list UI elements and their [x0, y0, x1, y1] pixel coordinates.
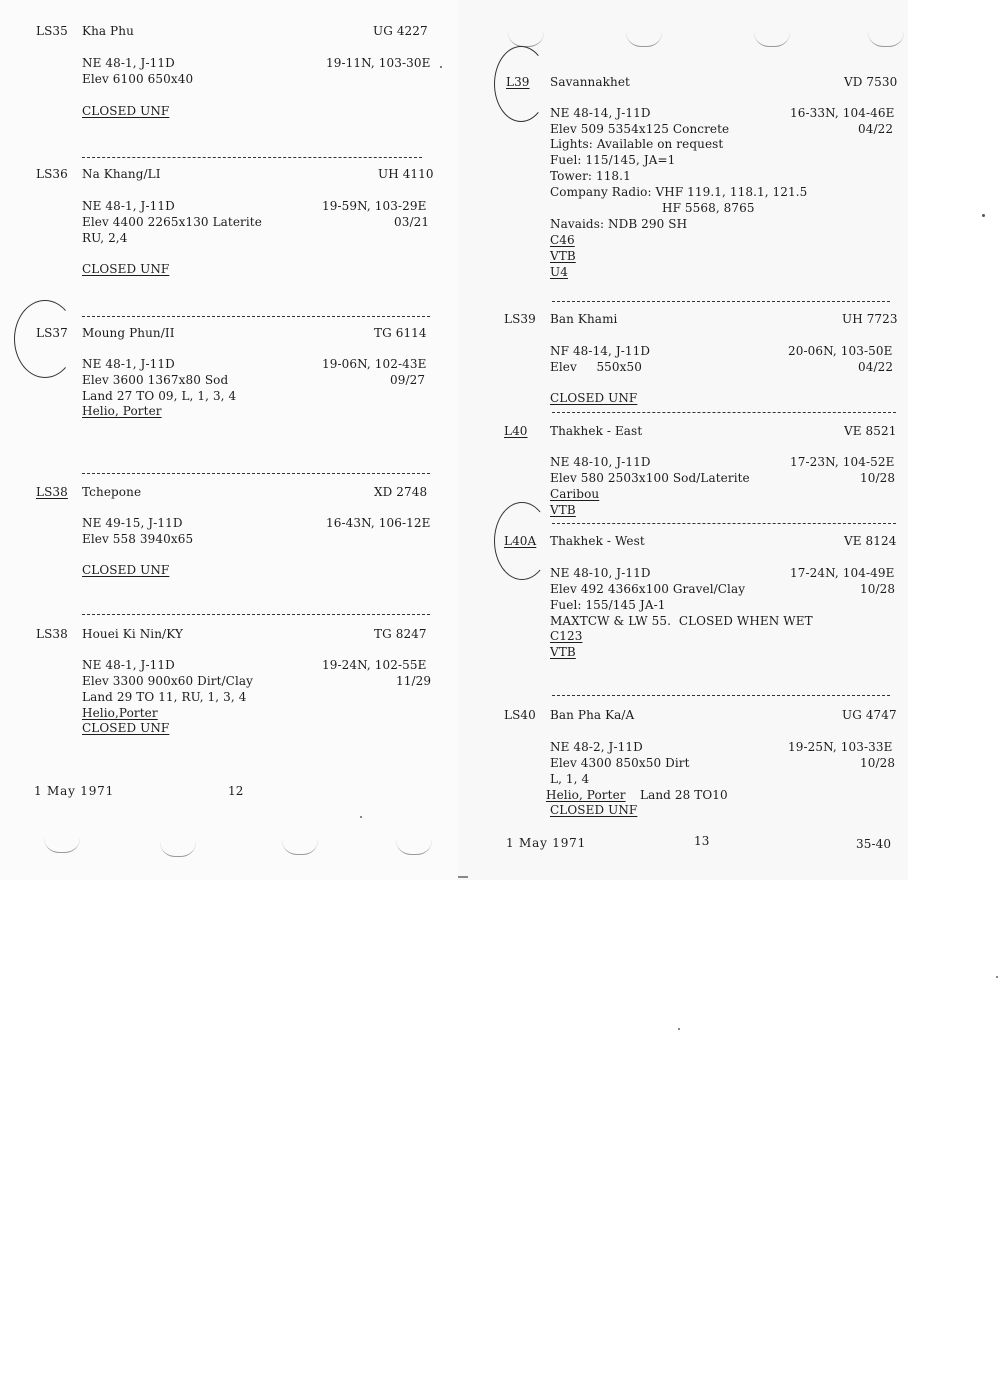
entry-navaids: Navaids: NDB 290 SH	[550, 217, 688, 231]
entry-name: Thakhek - West	[550, 534, 645, 548]
entry-runway: 10/28	[860, 471, 896, 485]
entry-status: CLOSED UNF	[82, 262, 170, 276]
entry-grid: UG 4227	[373, 24, 428, 38]
entry-line: Lights: Available on request	[550, 137, 724, 151]
entry-elev: Elev 550x50	[550, 360, 642, 374]
entry-grid: TG 8247	[374, 627, 427, 641]
entry-chart: NE 48-1, J-11D	[82, 56, 175, 70]
footer-date: 1 May 1971	[506, 836, 587, 850]
entry-id: LS38	[36, 485, 68, 499]
entry-tag: U4	[550, 265, 568, 279]
entry-elev: Elev 4300 850x50 Dirt	[550, 756, 690, 770]
punch-hole	[396, 840, 432, 855]
entry-runway: 04/22	[858, 360, 894, 374]
entry-elev: Elev 558 3940x65	[82, 532, 194, 546]
entry-tag: C123	[550, 629, 583, 643]
entry-id: L39	[506, 75, 530, 89]
entry-runway: 11/29	[396, 674, 432, 688]
entry-name: Savannakhet	[550, 75, 630, 89]
divider	[82, 614, 430, 615]
punch-hole	[868, 32, 904, 47]
entry-tag: VTB	[550, 249, 576, 263]
entry-id: LS35	[36, 24, 68, 38]
entry-coords: 19-59N, 103-29E	[322, 199, 427, 213]
entry-tag: C46	[550, 233, 575, 247]
entry-grid: VE 8521	[844, 424, 897, 438]
entry-line: L, 1, 4	[550, 772, 590, 786]
entry-coords: 16-33N, 104-46E	[790, 106, 895, 120]
entry-runway: 10/28	[860, 582, 896, 596]
entry-name: Ban Khami	[550, 312, 618, 326]
entry-coords: 19-25N, 103-33E	[788, 740, 893, 754]
footer-date: 1 May 1971	[34, 784, 115, 798]
entry-status-2: CLOSED UNF	[82, 721, 170, 735]
entry-id: L40A	[504, 534, 537, 548]
entry-chart: NE 48-1, J-11D	[82, 658, 175, 672]
entry-chart: NE 48-10, J-11D	[550, 455, 651, 469]
entry-line: Company Radio: VHF 119.1, 118.1, 121.5	[550, 185, 808, 199]
entry-elev: Elev 492 4366x100 Gravel/Clay	[550, 582, 746, 596]
entry-tag: VTB	[550, 503, 576, 517]
entry-land: Land 28 TO10	[640, 788, 728, 802]
entry-id: LS40	[504, 708, 536, 722]
entry-elev: Elev 3600 1367x80 Sod	[82, 373, 229, 387]
left-page	[0, 0, 462, 880]
entry-line: MAXTCW & LW 55. CLOSED WHEN WET	[550, 614, 813, 628]
page-number: 13	[694, 834, 710, 848]
entry-line: Fuel: 115/145, JA=1	[550, 153, 676, 167]
speck	[440, 66, 442, 68]
entry-coords: 20-06N, 103-50E	[788, 344, 893, 358]
entry-name: Ban Pha Ka/A	[550, 708, 635, 722]
entry-id: L40	[504, 424, 528, 438]
entry-grid: UH 7723	[842, 312, 898, 326]
entry-name: Moung Phun/II	[82, 326, 175, 340]
entry-runway: 10/28	[860, 756, 896, 770]
entry-status: CLOSED UNF	[82, 104, 170, 118]
entry-coords: 17-24N, 104-49E	[790, 566, 895, 580]
entry-extra: RU, 2,4	[82, 231, 128, 245]
entry-helio: Helio, Porter	[546, 788, 626, 802]
punch-hole	[754, 32, 790, 47]
entry-extra: Land 29 TO 11, RU, 1, 3, 4	[82, 690, 247, 704]
punch-hole	[508, 32, 544, 47]
entry-elev: Elev 509 5354x125 Concrete	[550, 122, 730, 136]
punch-hole	[282, 840, 318, 855]
speck	[458, 876, 468, 878]
divider	[552, 301, 890, 302]
entry-coords: 19-11N, 103-30E	[326, 56, 431, 70]
punch-hole	[44, 838, 80, 853]
entry-chart: NF 48-14, J-11D	[550, 344, 651, 358]
entry-status: CLOSED UNF	[550, 803, 638, 817]
speck	[360, 816, 362, 818]
entry-hf: HF 5568, 8765	[662, 201, 755, 215]
entry-coords: 19-06N, 102-43E	[322, 357, 427, 371]
entry-line: Tower: 118.1	[550, 169, 631, 183]
entry-elev: Elev 6100 650x40	[82, 72, 194, 86]
entry-grid: VE 8124	[844, 534, 897, 548]
entry-name: Thakhek - East	[550, 424, 643, 438]
entry-chart: NE 48-14, J-11D	[550, 106, 651, 120]
entry-chart: NE 49-15, J-11D	[82, 516, 183, 530]
divider	[82, 473, 430, 474]
entry-grid: XD 2748	[374, 485, 428, 499]
entry-id: LS39	[504, 312, 536, 326]
entry-name: Houei Ki Nin/KY	[82, 627, 183, 641]
entry-chart: NE 48-10, J-11D	[550, 566, 651, 580]
divider	[82, 157, 422, 158]
entry-name: Tchepone	[82, 485, 142, 499]
speck	[678, 1028, 680, 1030]
entry-id: LS37	[36, 326, 68, 340]
entry-tag: VTB	[550, 645, 576, 659]
punch-hole	[160, 842, 196, 857]
entry-grid: UG 4747	[842, 708, 897, 722]
entry-elev: Elev 4400 2265x130 Laterite	[82, 215, 262, 229]
entry-elev: Elev 3300 900x60 Dirt/Clay	[82, 674, 254, 688]
entry-runway: 09/27	[390, 373, 426, 387]
entry-line: Fuel: 155/145 JA-1	[550, 598, 666, 612]
entry-coords: 17-23N, 104-52E	[790, 455, 895, 469]
entry-id: LS36	[36, 167, 68, 181]
entry-chart: NE 48-1, J-11D	[82, 357, 175, 371]
entry-id: LS38	[36, 627, 68, 641]
divider	[552, 523, 896, 524]
page-range: 35-40	[856, 837, 892, 851]
entry-status: CLOSED UNF	[82, 563, 170, 577]
divider	[552, 412, 896, 413]
entry-status: CLOSED UNF	[550, 391, 638, 405]
speck	[982, 214, 985, 217]
speck	[996, 976, 998, 978]
entry-grid: VD 7530	[844, 75, 898, 89]
page-number: 12	[228, 784, 244, 798]
entry-chart: NE 48-2, J-11D	[550, 740, 643, 754]
punch-hole	[626, 32, 662, 47]
entry-chart: NE 48-1, J-11D	[82, 199, 175, 213]
entry-grid: TG 6114	[374, 326, 427, 340]
entry-status: Helio, Porter	[82, 404, 162, 418]
entry-runway: 03/21	[394, 215, 430, 229]
entry-elev: Elev 580 2503x100 Sod/Laterite	[550, 471, 750, 485]
entry-name: Kha Phu	[82, 24, 134, 38]
entry-tag: Caribou	[550, 487, 600, 501]
entry-grid: UH 4110	[378, 167, 434, 181]
entry-status: Helio,Porter	[82, 706, 158, 720]
divider	[82, 316, 430, 317]
entry-runway: 04/22	[858, 122, 894, 136]
entry-name: Na Khang/LI	[82, 167, 161, 181]
entry-coords: 16-43N, 106-12E	[326, 516, 431, 530]
entry-coords: 19-24N, 102-55E	[322, 658, 427, 672]
divider	[552, 695, 890, 696]
right-page	[458, 0, 908, 880]
entry-extra: Land 27 TO 09, L, 1, 3, 4	[82, 389, 237, 403]
